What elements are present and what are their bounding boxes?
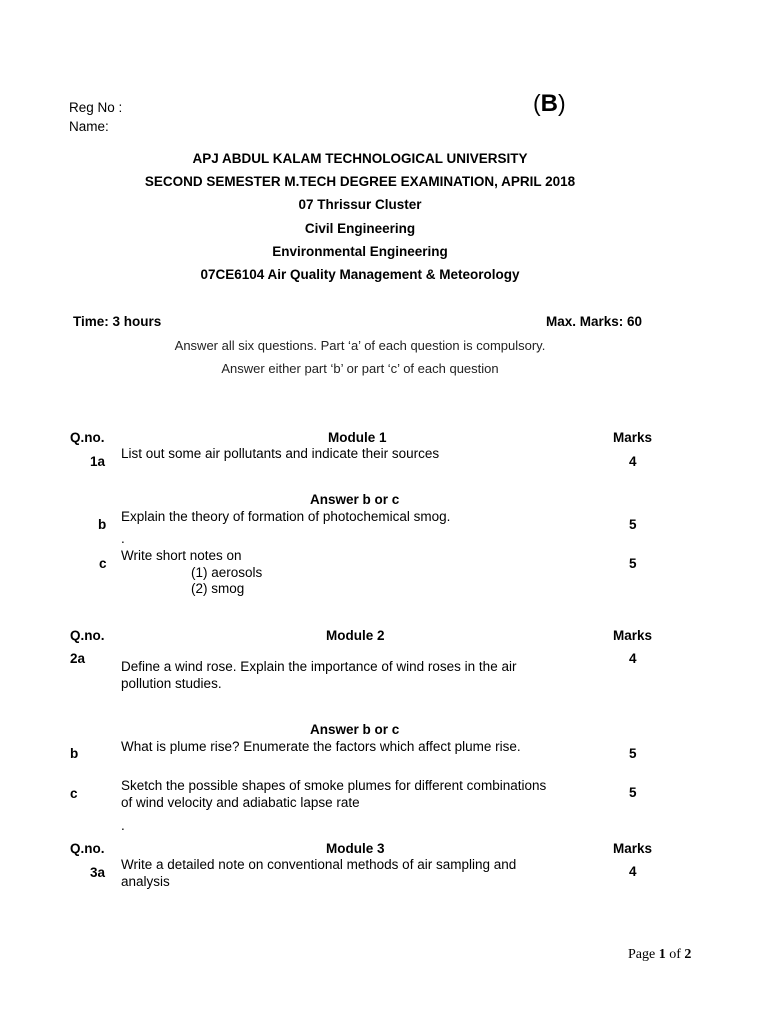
course-title: 07CE6104 Air Quality Management & Meteorology (200, 267, 520, 282)
question-marks: 5 (629, 746, 637, 761)
question-text: pollution studies. (121, 676, 222, 691)
instruction-line-2: Answer either part ‘b’ or part ‘c’ of each question (221, 361, 499, 376)
university-name: APJ ABDUL KALAM TECHNOLOGICAL UNIVERSITY (192, 151, 528, 166)
question-number: 3a (90, 865, 106, 880)
question-marks: 4 (629, 651, 637, 666)
instruction-line-1: Answer all six questions. Part ‘a’ of each question is compulsory. (174, 338, 546, 353)
question-text: Write a detailed note on conventional methods of air sampling and (121, 857, 517, 872)
question-subitem: (2) smog (191, 581, 245, 596)
question-number: c (70, 786, 78, 801)
series-code: (B) (533, 90, 566, 117)
question-subitem: (1) aerosols (191, 565, 263, 580)
question-marks: 5 (629, 517, 637, 532)
marks-header: Marks (613, 841, 653, 856)
exam-max-marks: Max. Marks: 60 (546, 314, 643, 329)
reg-no-label: Reg No : (69, 100, 123, 115)
question-text: What is plume rise? Enumerate the factors which affect plume rise. (121, 739, 521, 754)
question-text: Define a wind rose. Explain the importance of wind roses in the air (121, 659, 517, 674)
marks-header: Marks (613, 430, 653, 445)
question-marks: 4 (629, 864, 637, 879)
branch-name: Civil Engineering (304, 221, 416, 236)
qno-header: Q.no. (70, 841, 105, 856)
question-number: b (98, 517, 107, 532)
exam-time: Time: 3 hours (73, 314, 162, 329)
question-marks: 5 (629, 785, 637, 800)
qno-header: Q.no. (70, 628, 105, 643)
exam-title: SECOND SEMESTER M.TECH DEGREE EXAMINATION, APRIL 2018 (144, 174, 576, 189)
question-text: Write short notes on (121, 548, 242, 563)
name-label: Name: (69, 119, 109, 134)
module-title: Module 2 (326, 628, 385, 643)
answer-choice: Answer b or c (310, 492, 400, 507)
question-marks: 5 (629, 556, 637, 571)
specialization-name: Environmental Engineering (272, 244, 448, 259)
question-text: Sketch the possible shapes of smoke plumes for different combinations (121, 778, 547, 793)
page-number: Page 1 of 2 (628, 947, 692, 962)
question-text: List out some air pollutants and indicate their sources (121, 446, 440, 461)
marks-header: Marks (613, 628, 653, 643)
answer-choice: Answer b or c (310, 722, 400, 737)
question-text: Explain the theory of formation of photochemical smog. (121, 509, 451, 524)
question-number: b (70, 746, 79, 761)
question-text: of wind velocity and adiabatic lapse rate (121, 795, 360, 810)
question-number: c (99, 556, 107, 571)
stray-dot: . (121, 818, 125, 833)
question-number: 1a (90, 454, 106, 469)
question-number: 2a (70, 651, 86, 666)
stray-dot: . (121, 531, 125, 546)
series-letter: B (540, 90, 559, 117)
module-title: Module 1 (328, 430, 387, 445)
question-marks: 4 (629, 454, 637, 469)
question-text: analysis (121, 874, 170, 889)
cluster-name: 07 Thrissur Cluster (298, 197, 422, 212)
module-title: Module 3 (326, 841, 385, 856)
qno-header: Q.no. (70, 430, 105, 445)
